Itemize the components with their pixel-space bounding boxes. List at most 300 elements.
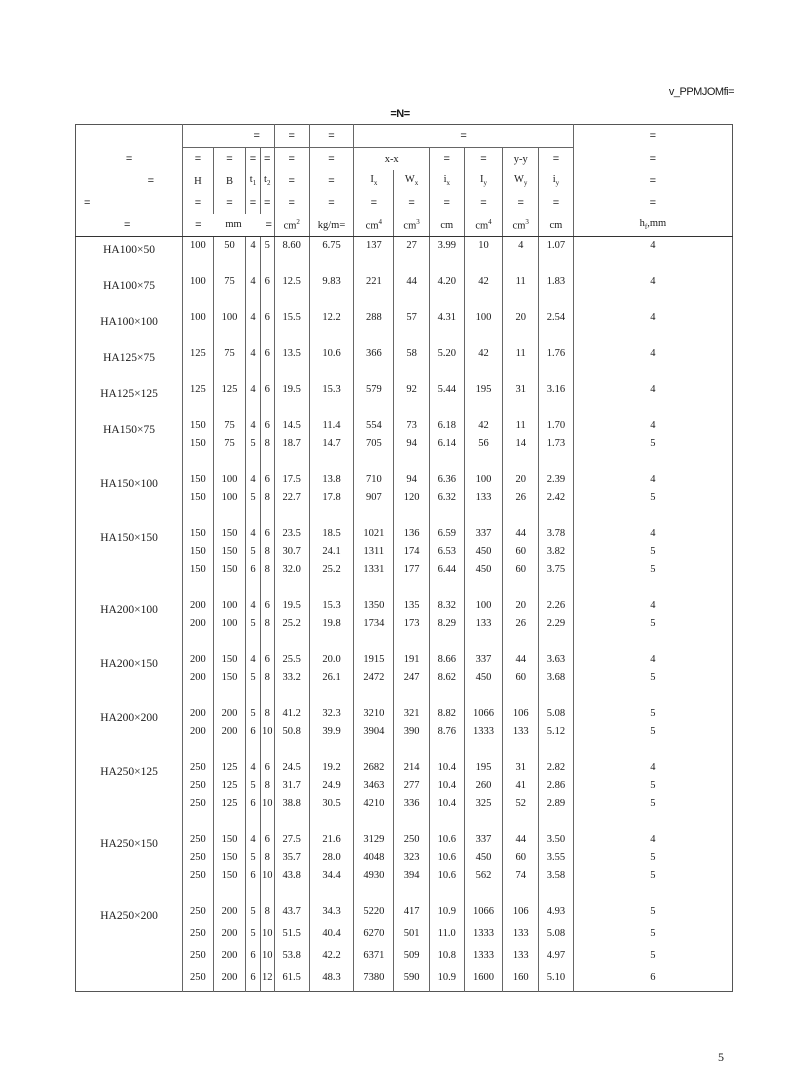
- header-cell: =: [429, 148, 464, 171]
- table-cell: 75: [213, 435, 246, 453]
- table-cell: 133: [464, 489, 503, 507]
- table-cell: 150: [213, 867, 246, 885]
- table-cell: 100: [183, 309, 214, 327]
- table-cell: 125: [213, 777, 246, 795]
- table-cell: 44: [503, 651, 539, 669]
- table-cell: 125: [213, 381, 246, 399]
- header-cell: =: [464, 192, 503, 214]
- spacer-cell: [394, 885, 430, 903]
- table-cell: 34.4: [309, 867, 354, 885]
- table-cell: 5: [246, 489, 260, 507]
- spacer-cell: [274, 813, 309, 831]
- table-cell: 260: [464, 777, 503, 795]
- spacer-cell: [246, 255, 260, 273]
- document-code: v_PPMJOMfi=: [668, 86, 734, 98]
- table-cell: 10.4: [429, 759, 464, 777]
- table-cell: 5: [246, 705, 260, 723]
- table-cell: 3.50: [539, 831, 574, 849]
- table-cell: 4930: [354, 867, 394, 885]
- table-cell: 4: [246, 309, 260, 327]
- spacer-cell: [503, 327, 539, 345]
- table-cell: 13.5: [274, 345, 309, 363]
- table-cell: 19.2: [309, 759, 354, 777]
- table-cell: 137: [354, 237, 394, 256]
- section-designation: HA125×75: [103, 352, 155, 364]
- table-cell: 214: [394, 759, 430, 777]
- table-cell: 100: [464, 471, 503, 489]
- table-cell: 4: [246, 597, 260, 615]
- spacer-cell: [246, 399, 260, 417]
- table-cell: 337: [464, 525, 503, 543]
- spacer-cell: [246, 363, 260, 381]
- table-cell: 6270: [354, 925, 394, 943]
- table-cell: 6: [260, 345, 274, 363]
- spacer-cell: [429, 579, 464, 597]
- spacer-cell: [354, 399, 394, 417]
- header-H: H: [183, 170, 214, 192]
- table-cell: 221: [354, 273, 394, 291]
- table-cell: 2.39: [539, 471, 574, 489]
- table-cell: 1333: [464, 947, 503, 965]
- spacer-cell: [539, 399, 574, 417]
- table-cell: 150: [183, 525, 214, 543]
- table-cell: 4: [573, 345, 732, 363]
- spacer-cell: [183, 987, 214, 992]
- table-cell: 6: [260, 651, 274, 669]
- table-cell: 10.4: [429, 795, 464, 813]
- spacer-cell: [429, 363, 464, 381]
- table-cell: 5: [246, 669, 260, 687]
- table-cell: 25.5: [274, 651, 309, 669]
- table-cell: 5: [246, 615, 260, 633]
- spacer-cell: [354, 885, 394, 903]
- table-cell: 200: [213, 723, 246, 741]
- table-cell: 5.10: [539, 969, 574, 987]
- table-cell: 75: [213, 345, 246, 363]
- spacer-cell: [246, 507, 260, 525]
- table-cell: 10: [260, 925, 274, 943]
- spacer-cell: [213, 399, 246, 417]
- spacer-cell: [573, 507, 732, 525]
- table-cell: 191: [394, 651, 430, 669]
- spacer-cell: [464, 687, 503, 705]
- spacer-cell: [573, 453, 732, 471]
- table-cell: 133: [503, 925, 539, 943]
- header-unit-cm3: $cm^3$: [503, 214, 539, 237]
- table-cell: 100: [213, 597, 246, 615]
- section-designation: HA150×150: [100, 532, 158, 544]
- table-cell: 4: [246, 273, 260, 291]
- spacer-cell: [260, 987, 274, 992]
- table-cell: 4: [573, 237, 732, 256]
- table-cell: 6.59: [429, 525, 464, 543]
- table-cell: 100: [213, 471, 246, 489]
- section-designation: HA100×100: [100, 316, 158, 328]
- spacer-cell: [573, 687, 732, 705]
- spacer-cell: [539, 453, 574, 471]
- spacer-cell: [394, 327, 430, 345]
- table-cell: 1021: [354, 525, 394, 543]
- spacer-cell: [309, 579, 354, 597]
- spacer-cell: [394, 507, 430, 525]
- spacer-cell: [183, 453, 214, 471]
- spacer-cell: [464, 507, 503, 525]
- spacer-cell: [394, 399, 430, 417]
- table-cell: 26.1: [309, 669, 354, 687]
- section-designation: HA150×100: [100, 478, 158, 490]
- section-designation: HA100×50: [103, 244, 155, 256]
- table-cell: 125: [183, 345, 214, 363]
- table-cell: 195: [464, 759, 503, 777]
- table-cell: 150: [213, 651, 246, 669]
- spacer-cell: [260, 633, 274, 651]
- spacer-cell: [274, 363, 309, 381]
- spacer-cell: [503, 399, 539, 417]
- table-cell: 554: [354, 417, 394, 435]
- table-cell: 11.0: [429, 925, 464, 943]
- spacer-cell: [429, 633, 464, 651]
- table-cell: 25.2: [274, 615, 309, 633]
- spacer-cell: [429, 255, 464, 273]
- header-cell: =: [147, 175, 155, 187]
- spacer-cell: [309, 813, 354, 831]
- table-cell: 250: [183, 849, 214, 867]
- table-cell: 1.70: [539, 417, 574, 435]
- spacer-cell: [354, 453, 394, 471]
- table-row: [76, 381, 733, 399]
- table-cell: 20: [503, 471, 539, 489]
- table-cell: 14.7: [309, 435, 354, 453]
- table-cell: 8: [260, 615, 274, 633]
- spacer-cell: [246, 633, 260, 651]
- table-cell: 14.5: [274, 417, 309, 435]
- header-unit-cm: cm: [429, 214, 464, 237]
- spacer-cell: [539, 291, 574, 309]
- header-properties-group: =: [354, 125, 573, 148]
- header-cell: =: [464, 148, 503, 171]
- table-cell: 3210: [354, 705, 394, 723]
- table-cell: 20: [503, 597, 539, 615]
- table-cell: 106: [503, 903, 539, 921]
- table-cell: 5: [573, 925, 732, 943]
- table-cell: 5: [246, 543, 260, 561]
- spacer-cell: [274, 687, 309, 705]
- spacer-cell: [213, 255, 246, 273]
- spacer-cell: [309, 291, 354, 309]
- table-cell: 100: [213, 309, 246, 327]
- header-unit-hf: $h_f,mm$: [573, 214, 732, 237]
- table-cell: 133: [503, 947, 539, 965]
- spacer-cell: [274, 987, 309, 992]
- table-cell: 4: [246, 345, 260, 363]
- spacer-cell: [573, 327, 732, 345]
- spacer-cell: [394, 687, 430, 705]
- table-cell: 24.5: [274, 759, 309, 777]
- table-row: [76, 831, 733, 849]
- table-cell: 2.89: [539, 795, 574, 813]
- table-cell: 30.5: [309, 795, 354, 813]
- header-unit-mm: = mm =: [183, 214, 275, 237]
- header-cell: =: [309, 170, 354, 192]
- table-body: [76, 237, 733, 992]
- spacer-cell: [503, 987, 539, 992]
- header-weld-group: =: [573, 125, 732, 148]
- table-cell: 32.3: [309, 705, 354, 723]
- table-cell: 10: [260, 723, 274, 741]
- table-cell: 4: [573, 309, 732, 327]
- table-cell: 8.82: [429, 705, 464, 723]
- header-ix: $i_x$: [429, 170, 464, 192]
- spacer-cell: [274, 633, 309, 651]
- section-designation: HA125×125: [100, 388, 158, 400]
- table-cell: 92: [394, 381, 430, 399]
- table-cell: 4: [573, 525, 732, 543]
- spacer-cell: [503, 291, 539, 309]
- table-cell: 4.93: [539, 903, 574, 921]
- section-designation: HA250×150: [100, 838, 158, 850]
- table-cell: 8: [260, 669, 274, 687]
- table-cell: 6: [260, 417, 274, 435]
- table-cell: 250: [183, 867, 214, 885]
- table-cell: 125: [213, 795, 246, 813]
- spacer-cell: [573, 633, 732, 651]
- spacer-cell: [260, 255, 274, 273]
- spacer-cell: [354, 741, 394, 759]
- spacer-cell: [274, 399, 309, 417]
- spacer-cell: [464, 327, 503, 345]
- table-cell: 8: [260, 435, 274, 453]
- table-cell: 5.44: [429, 381, 464, 399]
- spacer-cell: [213, 363, 246, 381]
- spacer-cell: [260, 741, 274, 759]
- table-cell: 150: [183, 489, 214, 507]
- table-cell: 50.8: [274, 723, 309, 741]
- spacer-cell: [503, 813, 539, 831]
- spacer-cell: [213, 579, 246, 597]
- header-unit-cm2: $cm^2$: [274, 214, 309, 237]
- table-cell: 6: [260, 831, 274, 849]
- table-cell: 6.75: [309, 237, 354, 256]
- table-cell: 2.29: [539, 615, 574, 633]
- section-designation: HA200×200: [100, 712, 158, 724]
- spacer-cell: [573, 813, 732, 831]
- table-cell: 417: [394, 903, 430, 921]
- table-cell: 21.6: [309, 831, 354, 849]
- table-cell: 250: [394, 831, 430, 849]
- spacer-cell: [213, 813, 246, 831]
- spacer-cell: [309, 399, 354, 417]
- table-cell: 4210: [354, 795, 394, 813]
- table-cell: 6.18: [429, 417, 464, 435]
- spacer-cell: [213, 633, 246, 651]
- spacer-cell: [429, 291, 464, 309]
- spacer-cell: [539, 255, 574, 273]
- table-cell: 6: [260, 759, 274, 777]
- table-row: [76, 471, 733, 489]
- table-cell: 4: [246, 237, 260, 256]
- table-cell: 3.68: [539, 669, 574, 687]
- spacer-cell: [573, 987, 732, 992]
- table-cell: 2472: [354, 669, 394, 687]
- table-cell: 4: [573, 651, 732, 669]
- table-cell: 17.8: [309, 489, 354, 507]
- table-cell: 336: [394, 795, 430, 813]
- table-cell: 1.76: [539, 345, 574, 363]
- table-cell: 133: [503, 723, 539, 741]
- table-cell: 6: [260, 471, 274, 489]
- table-cell: 337: [464, 831, 503, 849]
- table-cell: 4: [573, 417, 732, 435]
- table-cell: 173: [394, 615, 430, 633]
- spacer-cell: [503, 363, 539, 381]
- table-cell: 15.3: [309, 381, 354, 399]
- spacer-cell: [183, 741, 214, 759]
- spacer-cell: [274, 741, 309, 759]
- table-cell: 31.7: [274, 777, 309, 795]
- table-cell: 3.75: [539, 561, 574, 579]
- spacer-cell: [309, 987, 354, 992]
- spacer-cell: [309, 741, 354, 759]
- table-cell: 6: [246, 867, 260, 885]
- table-cell: 13.8: [309, 471, 354, 489]
- table-cell: 11: [503, 345, 539, 363]
- spacer-cell: [539, 327, 574, 345]
- spacer-cell: [354, 255, 394, 273]
- header-axis-yy: y-y: [503, 148, 539, 171]
- table-cell: 30.7: [274, 543, 309, 561]
- table-cell: 73: [394, 417, 430, 435]
- spacer-cell: [394, 363, 430, 381]
- table-cell: 325: [464, 795, 503, 813]
- table-cell: 390: [394, 723, 430, 741]
- table-cell: 18.5: [309, 525, 354, 543]
- table-cell: 8.66: [429, 651, 464, 669]
- table-cell: 5220: [354, 903, 394, 921]
- table-cell: 5.12: [539, 723, 574, 741]
- table-cell: 31: [503, 759, 539, 777]
- table-cell: 150: [183, 417, 214, 435]
- spacer-cell: [503, 885, 539, 903]
- spacer-cell: [213, 885, 246, 903]
- table-cell: 34.3: [309, 903, 354, 921]
- table-cell: 4: [573, 471, 732, 489]
- table-cell: 60: [503, 561, 539, 579]
- spacer-cell: [260, 579, 274, 597]
- spacer-cell: [503, 255, 539, 273]
- table-cell: 250: [183, 969, 214, 987]
- table-cell: 3.63: [539, 651, 574, 669]
- table-cell: 12.2: [309, 309, 354, 327]
- table-cell: 1.07: [539, 237, 574, 256]
- section-designation: HA150×75: [103, 424, 155, 436]
- table-cell: 18.7: [274, 435, 309, 453]
- header-cell: [76, 125, 183, 148]
- table-cell: 277: [394, 777, 430, 795]
- spacer-cell: [183, 813, 214, 831]
- table-cell: 150: [213, 525, 246, 543]
- table-cell: 12: [260, 969, 274, 987]
- table-cell: 6: [246, 561, 260, 579]
- table-cell: 3.16: [539, 381, 574, 399]
- table-cell: 43.8: [274, 867, 309, 885]
- table-cell: 11: [503, 417, 539, 435]
- table-cell: 6: [246, 947, 260, 965]
- table-cell: 1.83: [539, 273, 574, 291]
- spacer-cell: [539, 885, 574, 903]
- table-cell: 200: [213, 947, 246, 965]
- table-cell: 2.26: [539, 597, 574, 615]
- table-cell: 100: [464, 309, 503, 327]
- table-cell: 6: [260, 273, 274, 291]
- spacer-cell: [183, 633, 214, 651]
- table-cell: 8: [260, 543, 274, 561]
- section-designation: HA100×75: [103, 280, 155, 292]
- spacer-cell: [503, 687, 539, 705]
- table-cell: 710: [354, 471, 394, 489]
- table-cell: 4: [573, 273, 732, 291]
- spacer-cell: [429, 687, 464, 705]
- table-cell: 44: [503, 831, 539, 849]
- table-cell: 5: [573, 947, 732, 965]
- table-cell: 60: [503, 849, 539, 867]
- header-cell: =: [309, 192, 354, 214]
- table-cell: 5.20: [429, 345, 464, 363]
- spacer-cell: [503, 507, 539, 525]
- table-cell: 10.6: [429, 849, 464, 867]
- header-Iy: $I_y$: [464, 170, 503, 192]
- table-cell: 562: [464, 867, 503, 885]
- table-cell: 6: [246, 795, 260, 813]
- table-cell: 136: [394, 525, 430, 543]
- header-cell: =: [539, 192, 574, 214]
- table-cell: 7380: [354, 969, 394, 987]
- table-cell: 200: [183, 669, 214, 687]
- table-cell: 2.54: [539, 309, 574, 327]
- table-cell: 6: [260, 597, 274, 615]
- table-cell: 1331: [354, 561, 394, 579]
- table-cell: 174: [394, 543, 430, 561]
- table-cell: 10: [260, 867, 274, 885]
- table-cell: 705: [354, 435, 394, 453]
- table-cell: 5: [573, 849, 732, 867]
- table-cell: 5: [246, 849, 260, 867]
- table-cell: 53.8: [274, 947, 309, 965]
- table-cell: 33.2: [274, 669, 309, 687]
- table-cell: 106: [503, 705, 539, 723]
- table-cell: 6: [246, 969, 260, 987]
- table-cell: 579: [354, 381, 394, 399]
- spacer-cell: [309, 453, 354, 471]
- table-cell: 4: [246, 471, 260, 489]
- table-header: [76, 125, 733, 237]
- table-cell: 195: [464, 381, 503, 399]
- table-cell: 6: [260, 525, 274, 543]
- table-cell: 9.83: [309, 273, 354, 291]
- table-cell: 41: [503, 777, 539, 795]
- table-cell: 32.0: [274, 561, 309, 579]
- table-cell: 5: [573, 489, 732, 507]
- spacer-cell: [354, 579, 394, 597]
- spacer-cell: [260, 507, 274, 525]
- spacer-cell: [183, 363, 214, 381]
- spacer-cell: [246, 741, 260, 759]
- table-cell: 4: [573, 381, 732, 399]
- spacer-cell: [394, 987, 430, 992]
- table-cell: 3463: [354, 777, 394, 795]
- section-designation: HA250×200: [100, 910, 158, 922]
- table-cell: 8.76: [429, 723, 464, 741]
- spacer-cell: [213, 741, 246, 759]
